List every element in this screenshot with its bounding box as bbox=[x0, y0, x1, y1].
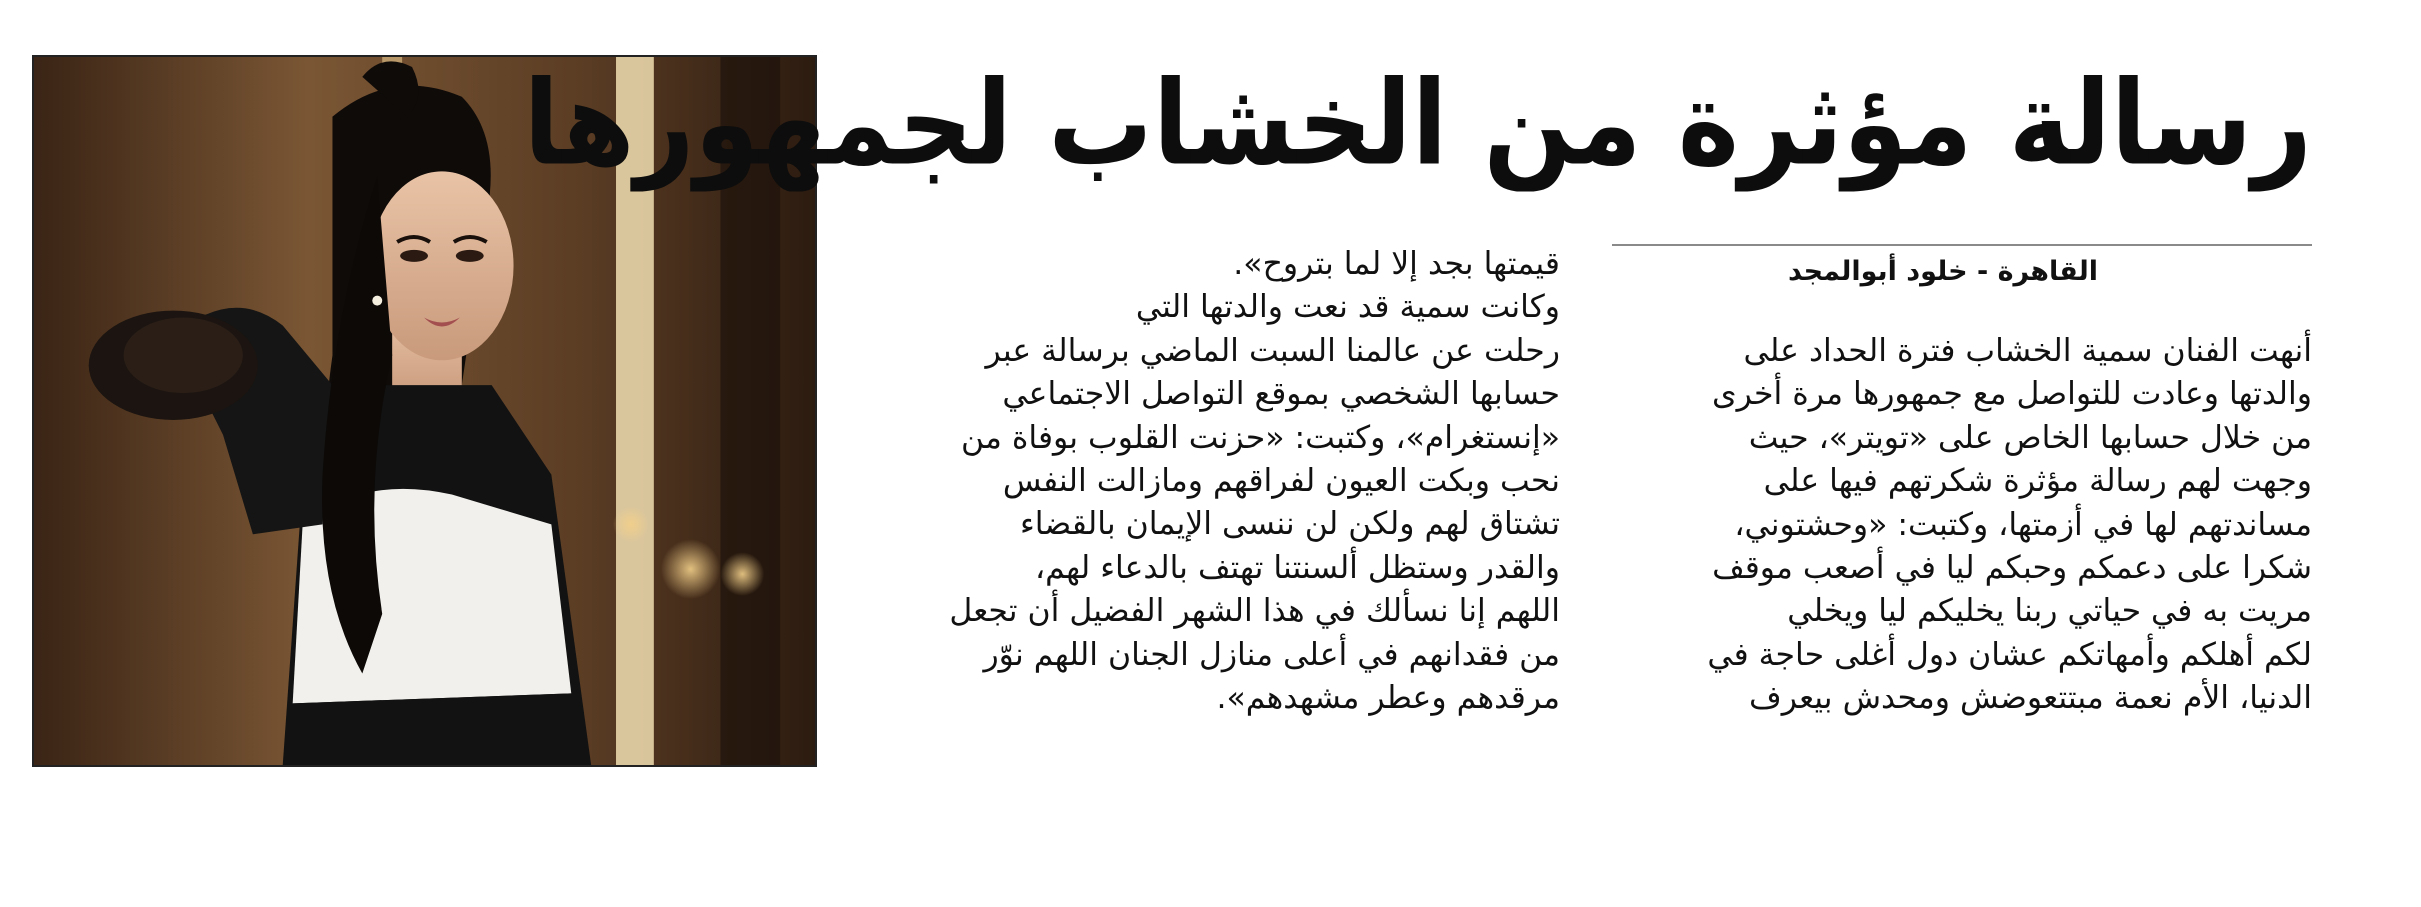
text-line: والقدر وستظل ألسنتنا تهتف بالدعاء لهم، bbox=[1034, 549, 1560, 586]
text-line: الدنيا، الأم نعمة مبتتعوضش ومحدش بيعرف bbox=[1749, 680, 2312, 717]
text-line: قيمتها بجد إلا لما بتروح». bbox=[1233, 246, 1560, 282]
byline: القاهرة - خلود أبوالمجد bbox=[1788, 256, 2098, 287]
text-line: وجهت لهم رسالة مؤثرة شكرتهم فيها على bbox=[1763, 463, 2312, 500]
article-column-right bbox=[1612, 330, 2312, 721]
article-column-left bbox=[860, 243, 1560, 720]
text-line: مريت به في حياتي ربنا يخليكم ليا ويخلي bbox=[1787, 593, 2312, 630]
text-line: شكرا على دعمكم وحبكم ليا في أصعب موقف bbox=[1712, 550, 2312, 587]
text-line: اللهم إنا نسألك في هذا الشهر الفضيل أن تجعل bbox=[949, 593, 1560, 630]
byline-divider bbox=[1612, 244, 2312, 246]
text-line: مرقدهم وعطر مشهدهم». bbox=[1216, 680, 1560, 717]
text-line: رحلت عن عالمنا السبت الماضي برسالة عبر bbox=[985, 332, 1560, 369]
text-line: لكم أهلكم وأمهاتكم عشان دول أغلى حاجة في bbox=[1707, 636, 2312, 673]
text-line: من خلال حسابها الخاص على «تويتر»، حيث bbox=[1748, 419, 2312, 456]
text-line: نحب وبكت العيون لفراقهم ومازالت النفس bbox=[1002, 463, 1560, 500]
headline: رسالة مؤثرة من الخشاب لجمهورها bbox=[523, 54, 2312, 192]
text-line: والدتها وعادت للتواصل مع جمهورها مرة أخرى bbox=[1711, 376, 2312, 413]
text-line: تشتاق لهم ولكن لن ننسى الإيمان بالقضاء bbox=[1019, 506, 1560, 543]
text-line: من فقدانهم في أعلى منازل الجنان اللهم نوّر bbox=[983, 636, 1560, 673]
text-line: «إنستغرام»، وكتبت: «حزنت القلوب بوفاة من bbox=[960, 419, 1560, 456]
text-line: وكانت سمية قد نعت والدتها التي bbox=[1135, 289, 1560, 326]
text-line: مساندتهم لها في أزمتها، وكتبت: «وحشتوني، bbox=[1734, 506, 2312, 543]
text-line: أنهت الفنان سمية الخشاب فترة الحداد على bbox=[1743, 333, 2312, 369]
text-line: حسابها الشخصي بموقع التواصل الاجتماعي bbox=[1002, 376, 1560, 413]
